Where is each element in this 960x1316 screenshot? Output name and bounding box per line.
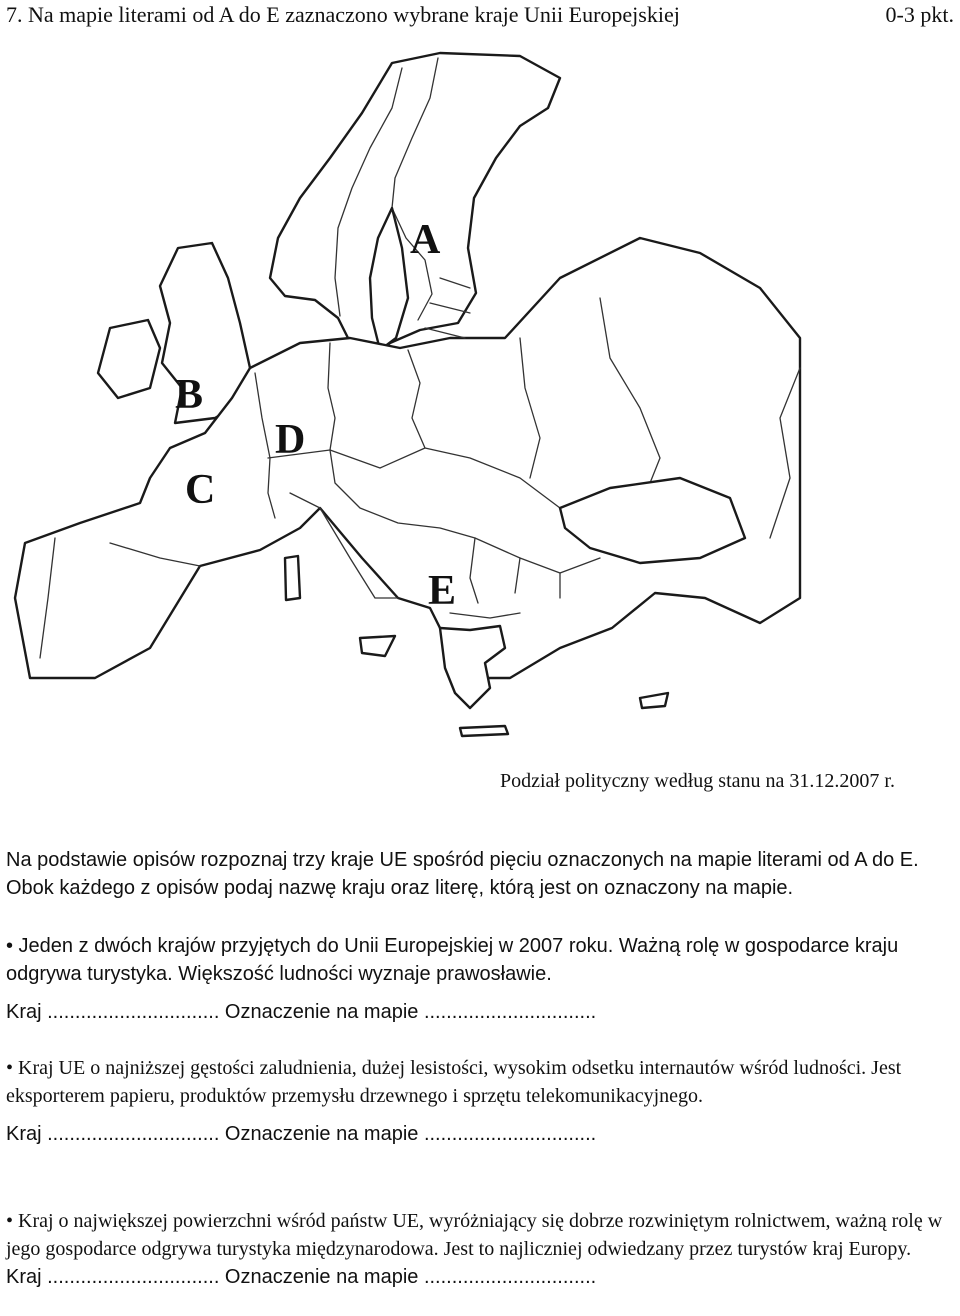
question-2-answer-line: [6, 1120, 951, 1148]
instructions: Na podstawie opisów rozpoznaj trzy kraje UE spośród pięciu oznaczonych na mapie literami od A do E. Obok każdego z opisów podaj nazwę kraju oraz literę, którą jest on oznaczony na mapie.: [6, 849, 919, 899]
cyprus: [640, 693, 668, 708]
question-2: [6, 1054, 951, 1148]
crete: [460, 726, 508, 736]
task-title: 7. Na mapie literami od A do E zaznaczono wybrane kraje Unii Europejskiej: [6, 2, 680, 27]
europe-map-svg: [0, 38, 960, 758]
question-2-text: • Kraj UE o najniższej gęstości zaludnienia, dużej lesistości, wysokim odsetku internautów wśród ludności. Jest eksporterem papieru, produktów przemysłu drzewnego i sprzętu telekomunikacyjnego.: [6, 1057, 902, 1107]
europe-map: [0, 38, 960, 758]
question-1-answer-line: [6, 998, 951, 1026]
task-header: [6, 2, 956, 32]
question-3-answer-fields[interactable]: Kraj ............................... Oznaczenie na mapie ...............................: [6, 1266, 597, 1288]
question-2-answer-fields[interactable]: Kraj ............................... Oznaczenie na mapie ...............................: [6, 1123, 597, 1145]
question-1-answer-fields[interactable]: Kraj ............................... Oznaczenie na mapie ...............................: [6, 1001, 597, 1023]
question-3-text: • Kraj o największej powierzchni wśród państw UE, wyróżniający się dobrze rozwiniętym rolnictwem, ważną rolę w jego gospodarce odgrywa turystyka międzynarodowa. Jest to najliczniej odwiedzany przez turystów kraj Europy.: [6, 1210, 943, 1260]
map-label-d: D: [275, 417, 306, 463]
map-caption: Podział polityczny według stanu na 31.12.2007 r.: [500, 770, 895, 792]
question-3-answer-line: [6, 1263, 951, 1291]
map-label-c: C: [185, 467, 216, 513]
question-1: [6, 932, 951, 1026]
task-points: 0-3 pkt.: [885, 2, 954, 27]
map-label-a: A: [410, 217, 441, 263]
ireland: [98, 320, 160, 398]
question-1-text: • Jeden z dwóch krajów przyjętych do Unii Europejskiej w 2007 roku. Ważną rolę w gospodarce kraju odgrywa turystyka. Większość ludności wyznaje prawosławie.: [6, 935, 899, 985]
question-3: [6, 1207, 951, 1291]
sardinia: [285, 556, 300, 600]
map-label-e: E: [428, 568, 457, 614]
sicily: [360, 636, 395, 656]
scandinavia-landmass: [270, 53, 560, 360]
map-label-b: B: [175, 372, 204, 418]
